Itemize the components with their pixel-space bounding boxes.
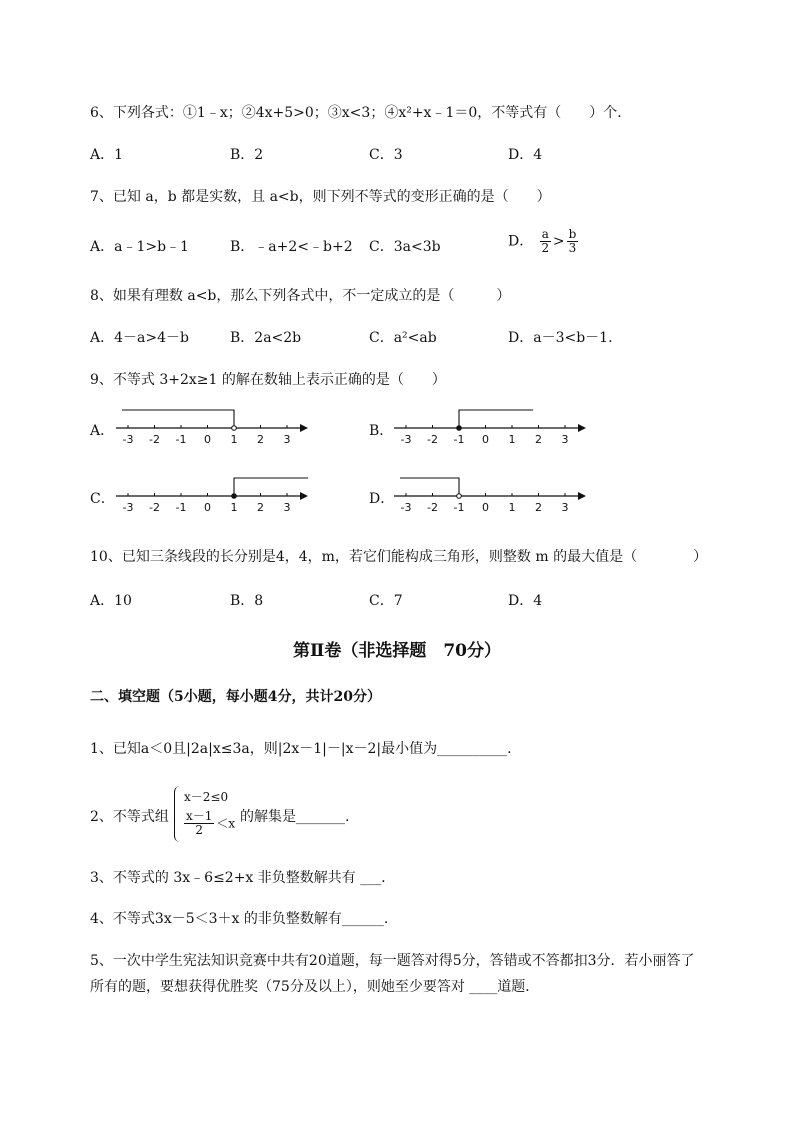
open-dot xyxy=(457,494,462,499)
tick-label: 2 xyxy=(257,433,264,446)
q8-option-c: C．a²<ab xyxy=(369,330,437,346)
q6-option-d: D．4 xyxy=(508,147,543,163)
solution-bracket xyxy=(122,410,234,428)
q6-option-c: C．3 xyxy=(369,147,403,163)
open-dot xyxy=(232,426,237,431)
tick-label: -1 xyxy=(453,433,465,446)
q6-option-b: B．2 xyxy=(230,147,264,163)
q7-option-d-label: D． xyxy=(508,233,534,250)
tick-label: 3 xyxy=(561,433,569,446)
tick-label: -3 xyxy=(122,501,134,514)
q9-stem: 9、不等式 3+2x≥1 的解在数轴上表示正确的是（ ） xyxy=(90,372,446,388)
solution-bracket xyxy=(459,410,533,428)
fill-q1-blank: __________. xyxy=(437,741,512,757)
q8-option-a: A．4－a>4－b xyxy=(90,330,189,346)
tick-label: 0 xyxy=(482,433,489,446)
fill-q1-condition: a＜0且|2a|x≤3a，则|2x－1|－|x－2|最小值为 xyxy=(140,741,438,757)
fill-q5-line2: 所有的题，要想获得优胜奖（75分及以上），则她至少要答对 ____道题． xyxy=(90,979,540,995)
tick-label: -1 xyxy=(175,433,187,446)
tick-label: 3 xyxy=(561,501,569,514)
q8-stem: 8、如果有理数 a<b，那么下列各式中，不一定成立的是（ ） xyxy=(90,288,511,304)
fill-q1-prefix: 1、已知 xyxy=(90,741,141,757)
q10-option-c: C．7 xyxy=(369,593,403,609)
tick-label: -2 xyxy=(427,501,438,514)
q10-option-b: B．8 xyxy=(230,593,264,609)
tick-label: 3 xyxy=(283,433,291,446)
q7-stem: 7、已知 a，b 都是实数，且 a<b，则下列不等式的变形正确的是（ ） xyxy=(90,189,551,205)
tick-label: -2 xyxy=(427,433,438,446)
q10-option-a: A．10 xyxy=(90,593,132,609)
axis-arrow xyxy=(578,492,586,500)
q7-frac-b: $\frac{b}{3}$ xyxy=(568,227,577,255)
number-line-d xyxy=(386,472,591,514)
fill-q3: 3、不等式的 3x﹣6≤2+x 非负整数解共有 ___． xyxy=(90,870,396,886)
fill-q2-prefix: 2、不等式组 xyxy=(90,809,169,825)
tick-label: -2 xyxy=(149,501,160,514)
fill-section-heading: 二、填空题（5小题，每小题4分，共计20分） xyxy=(90,689,381,705)
solution-bracket xyxy=(400,478,459,496)
q9-label-d: D． xyxy=(369,491,395,507)
tick-label: 2 xyxy=(535,433,542,446)
tick-label: 0 xyxy=(204,433,211,446)
q8-option-d: D．a－3<b－1. xyxy=(508,330,613,346)
fill-q5-line1: 5、一次中学生宪法知识竞赛中共有20道题，每一题答对得5分，答错或不答都扣3分．若小丽答了 xyxy=(90,953,695,969)
tick-label: 0 xyxy=(204,501,211,514)
tick-label: -1 xyxy=(175,501,187,514)
tick-label: -1 xyxy=(453,501,465,514)
tick-label: 3 xyxy=(283,501,291,514)
fill-q2-post: 的解集是_______. xyxy=(240,809,350,825)
q10-stem: 10、已知三条线段的长分别是4，4，m，若它们能构成三角形，则整数 m 的最大值是（ ） xyxy=(90,549,708,565)
q7-option-c: C．3a<3b xyxy=(369,239,441,255)
fill-q4: 4、不等式3x－5＜3＋x 的非负整数解有______. xyxy=(90,911,389,927)
fill-q1 xyxy=(90,738,512,758)
q6-option-a: A．1 xyxy=(90,147,124,163)
closed-dot xyxy=(457,426,462,431)
q7-option-d xyxy=(508,228,580,255)
q10-option-d: D．4 xyxy=(508,593,543,609)
tick-label: 1 xyxy=(508,501,516,514)
part2-title: 第Ⅱ卷（非选择题 70分） xyxy=(293,641,501,661)
q7-option-b: B．﹣a+2<﹣b+2 xyxy=(230,239,353,255)
fill-q2-eq1: x－2≤0 xyxy=(184,790,229,804)
number-line-a xyxy=(108,404,313,446)
axis-arrow xyxy=(578,424,586,432)
q7-option-a: A．a﹣1>b﹣1 xyxy=(90,239,189,255)
q7-frac-a: $\frac{a}{2}$ xyxy=(541,227,550,255)
solution-bracket xyxy=(234,478,308,496)
q8-option-b: B．2a<2b xyxy=(230,330,302,346)
closed-dot xyxy=(232,494,237,499)
tick-label: 2 xyxy=(257,501,264,514)
tick-label: 1 xyxy=(230,433,238,446)
axis-arrow xyxy=(300,492,308,500)
tick-label: 2 xyxy=(535,501,542,514)
tick-label: 1 xyxy=(230,501,238,514)
axis-arrow xyxy=(300,424,308,432)
tick-label: -2 xyxy=(149,433,160,446)
tick-label: -3 xyxy=(122,433,134,446)
tick-label: 1 xyxy=(508,433,516,446)
q9-label-a: A． xyxy=(90,423,115,439)
fill-q2-eq2: $\frac{x-1}{2}$ ＜x xyxy=(186,809,236,837)
tick-label: -3 xyxy=(400,501,412,514)
q9-label-b: B． xyxy=(369,423,394,439)
tick-label: -3 xyxy=(400,433,412,446)
q6-stem: 6、下列各式：①1﹣x；②4x+5>0；③x<3；④x²+x﹣1＝0，不等式有（ ）个． xyxy=(90,105,632,121)
q7-rel: > xyxy=(552,233,565,250)
number-line-c xyxy=(108,472,313,514)
tick-label: 0 xyxy=(482,501,489,514)
number-line-b xyxy=(386,404,591,446)
q9-label-c: C． xyxy=(90,491,115,507)
